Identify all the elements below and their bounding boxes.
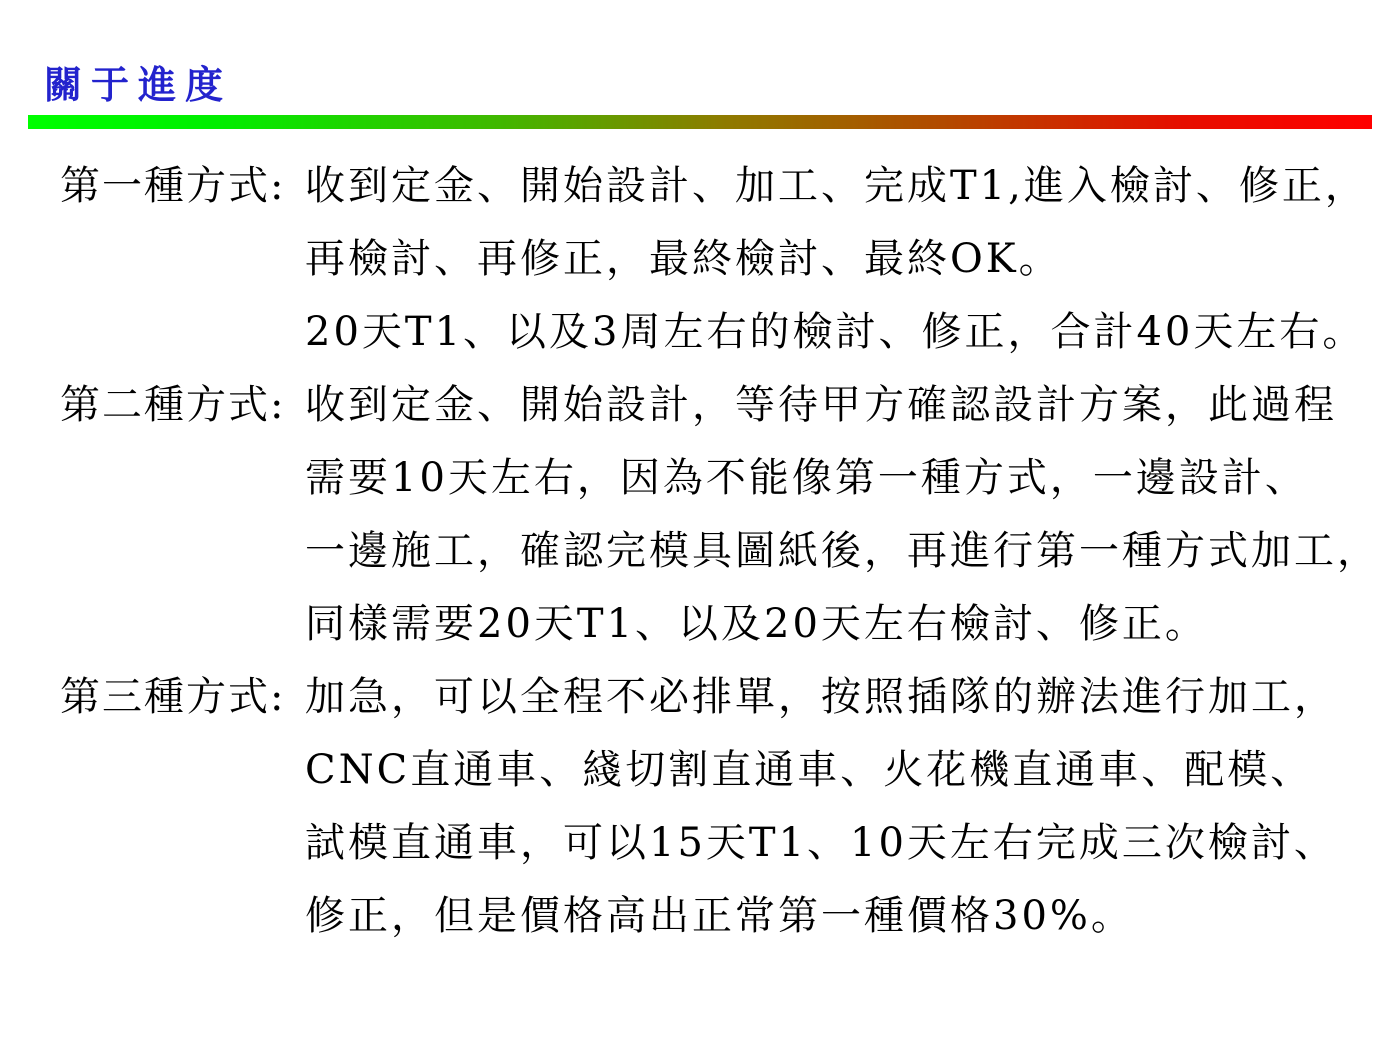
method-3-label: 第三種方式:	[60, 674, 286, 720]
paragraph-method-1	[60, 150, 1395, 369]
title-divider-gradient-bar	[28, 115, 1372, 129]
method-1-label: 第一種方式:	[60, 163, 286, 209]
method-2-line-1: 收到定金、開始設計，等待甲方確認設計方案，此過程	[305, 382, 1337, 428]
method-2-line-3: 一邊施工，確認完模具圖紙後，再進行第一種方式加工，	[305, 528, 1380, 574]
method-1-line-1: 收到定金、開始設計、加工、完成T1,進入檢討、修正，	[305, 163, 1368, 209]
slide-title: 關于進度	[44, 62, 233, 107]
slide-body	[60, 150, 1395, 953]
method-1-line-2: 再檢討、再修正，最終檢討、最終OK。	[305, 236, 1062, 282]
method-1-line-3: 20天T1、以及3周左右的檢討、修正，合計40天左右。	[305, 309, 1366, 355]
paragraph-method-3	[60, 661, 1395, 953]
text-line	[60, 369, 1395, 442]
text-line	[60, 150, 1395, 223]
method-2-label: 第二種方式:	[60, 382, 286, 428]
method-3-line-1: 加急，可以全程不必排單，按照插隊的辦法進行加工，	[305, 674, 1337, 720]
method-2-line-2: 需要10天左右，因為不能像第一種方式，一邊設計、	[305, 455, 1308, 501]
text-line	[60, 661, 1395, 734]
paragraph-method-2	[60, 369, 1395, 661]
method-2-line-4: 同樣需要20天T1、以及20天左右檢討、修正。	[305, 601, 1208, 647]
method-3-line-2: CNC直通車、綫切割直通車、火花機直通車、配模、	[305, 747, 1314, 793]
method-3-line-3: 試模直通車，可以15天T1、10天左右完成三次檢討、	[305, 820, 1337, 866]
method-3-line-4: 修正，但是價格高出正常第一種價格30%。	[305, 893, 1134, 939]
